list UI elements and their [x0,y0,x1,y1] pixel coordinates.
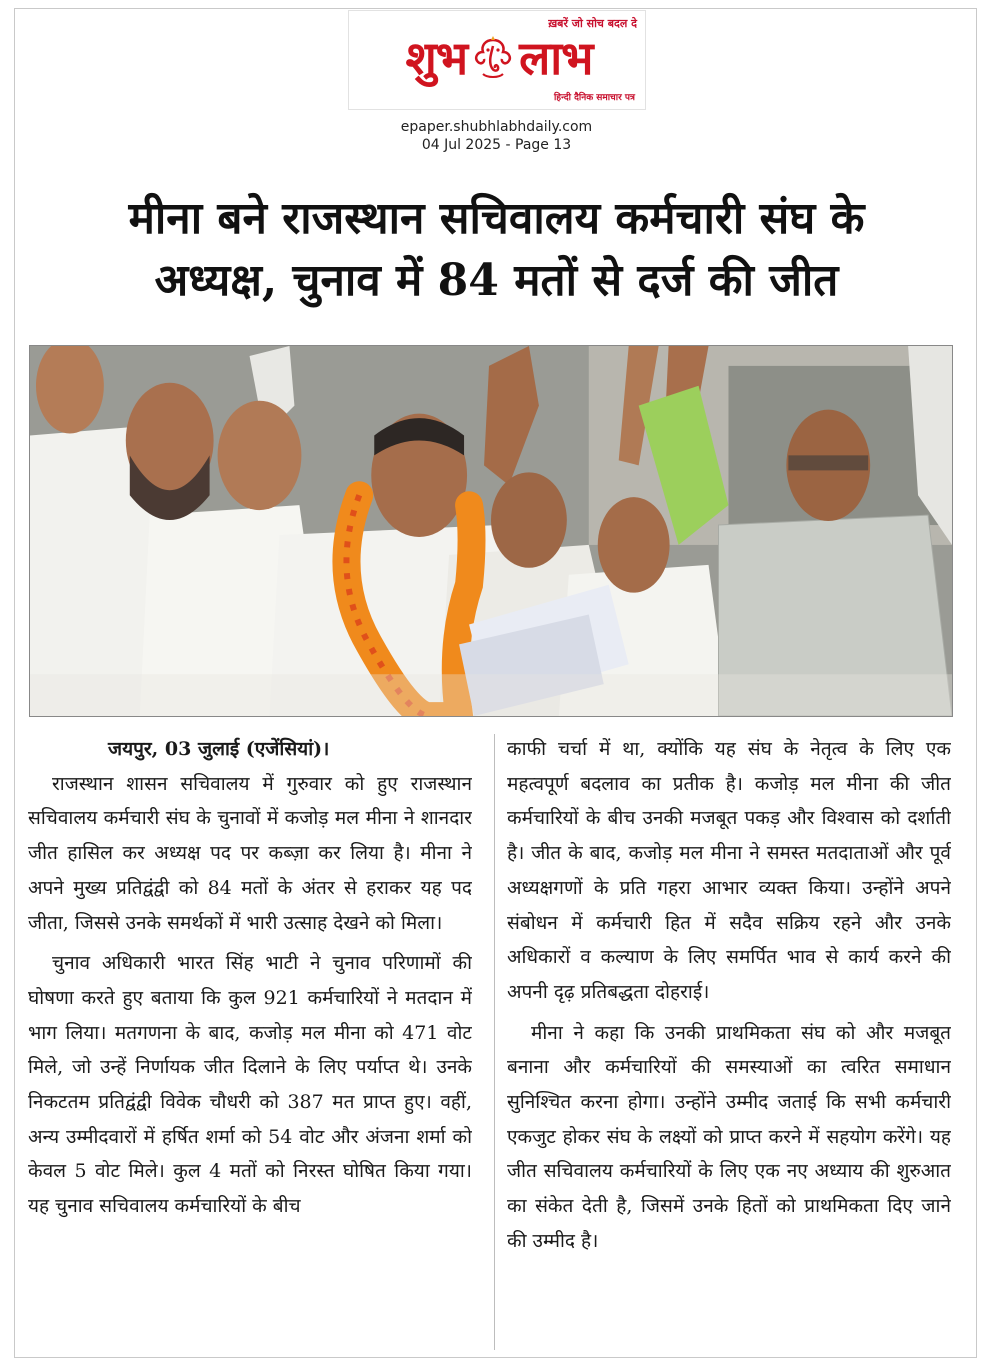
headline-line-1: मीना बने राजस्थान सचिवालय कर्मचारी संघ के [128,193,865,244]
body-paragraph-3: काफी चर्चा में था, क्योंकि यह संघ के नेतृत्व के लिए एक महत्वपूर्ण बदलाव का प्रतीक है। कजोड़ मल मीना की जीत कर्मचारियों के बीच उनकी मजबूत पकड़ और विश्वास को दर्शाती है। जीत के बाद, कजोड़ मल मीना ने समस्त मतदाताओं और पूर्व अध्यक्षगणों के प्रति गहरा आभार व्यक्त किया। उन्होंने अपने संबोधन में कर्मचारी हित में सदैव सक्रिय रहने और उनके अधिकारों व कल्याण के लिए समर्पित भाव से कार्य करने की अपनी दृढ़ प्रतिबद्धता दोहराई। [507,738,951,1003]
dateline-paragraph [28,732,472,767]
column-divider [494,734,495,1350]
brand-word-right: लाभ [519,31,593,85]
group-celebration-photo [30,346,952,716]
masthead-tagline: ख़बरें जो सोच बदल दे [548,17,637,30]
source-date-page: 04 Jul 2025 - Page 13 [421,137,572,153]
body-paragraph-2: चुनाव अधिकारी भारत सिंह भाटी ने चुनाव परिणामों की घोषणा करते हुए बताया कि कुल 921 कर्मचारियों ने मतदान में भाग लिया। मतगणना के बाद, कजोड़ मल मीना को 471 वोट मिले, जो उन्हें निर्णायक जीत दिलाने के लिए पर्याप्त थे। उनके निकटतम प्रतिद्वंद्वी विवेक चौधरी को 387 मत प्राप्त हुए। वहीं, अन्य उम्मीदवारों में हर्षित शर्मा को 54 वोट और अंजना शर्मा को केवल 5 वोट मिले। कुल 4 मतों को निरस्त घोषित किया गया। यह चुनाव सचिवालय कर्मचारियों के बीच [28,952,472,1218]
brand-word-left: शुभ [405,31,468,85]
masthead [348,10,646,110]
source-info [0,118,993,154]
body-paragraph-4: मीना ने कहा कि उनकी प्राथमिकता संघ को और मजबूत बनाना और कर्मचारियों की समस्याओं का त्वरित समाधान सुनिश्चित करना होगा। उन्होंने उम्मीद जताई कि सभी कर्मचारी एकजुट होकर संघ के लक्ष्यों को प्राप्त करने में सहयोग करेंगे। यह जीत सचिवालय कर्मचारियों के लिए एक नए अध्याय की शुरुआत का संकेत देती है, जिसमें उनके हितों को प्राथमिकता दिए जाने की उम्मीद है। [507,1021,951,1252]
ganesha-icon [471,34,515,82]
news-photo [29,345,953,717]
masthead-subtitle: हिन्दी दैनिक समाचार पत्र [553,93,635,103]
body-paragraph-1: राजस्थान शासन सचिवालय में गुरुवार को हुए राजस्थान सचिवालय कर्मचारी संघ के चुनावों में कजोड़ मल मीना ने शानदार जीत हासिल कर अध्यक्ष पद पर कब्ज़ा कर लिया है। मीना ने अपने मुख्य प्रतिद्वंद्वी को 84 मतों के अंतर से हराकर यह पद जीता, जिससे उनके समर्थकों में भारी उत्साह देखने को मिला। [28,772,472,934]
dateline: जयपुर, 03 जुलाई (एजेंसियां)। [108,738,330,760]
brand-logo [359,27,639,89]
headline [20,188,973,312]
article-column-right [507,732,951,1354]
article-column-left [28,732,472,1354]
source-site[interactable]: epaper.shubhlabhdaily.com [400,119,593,135]
headline-line-2: अध्यक्ष, चुनाव में 84 मतों से दर्ज की जीत [154,255,839,306]
